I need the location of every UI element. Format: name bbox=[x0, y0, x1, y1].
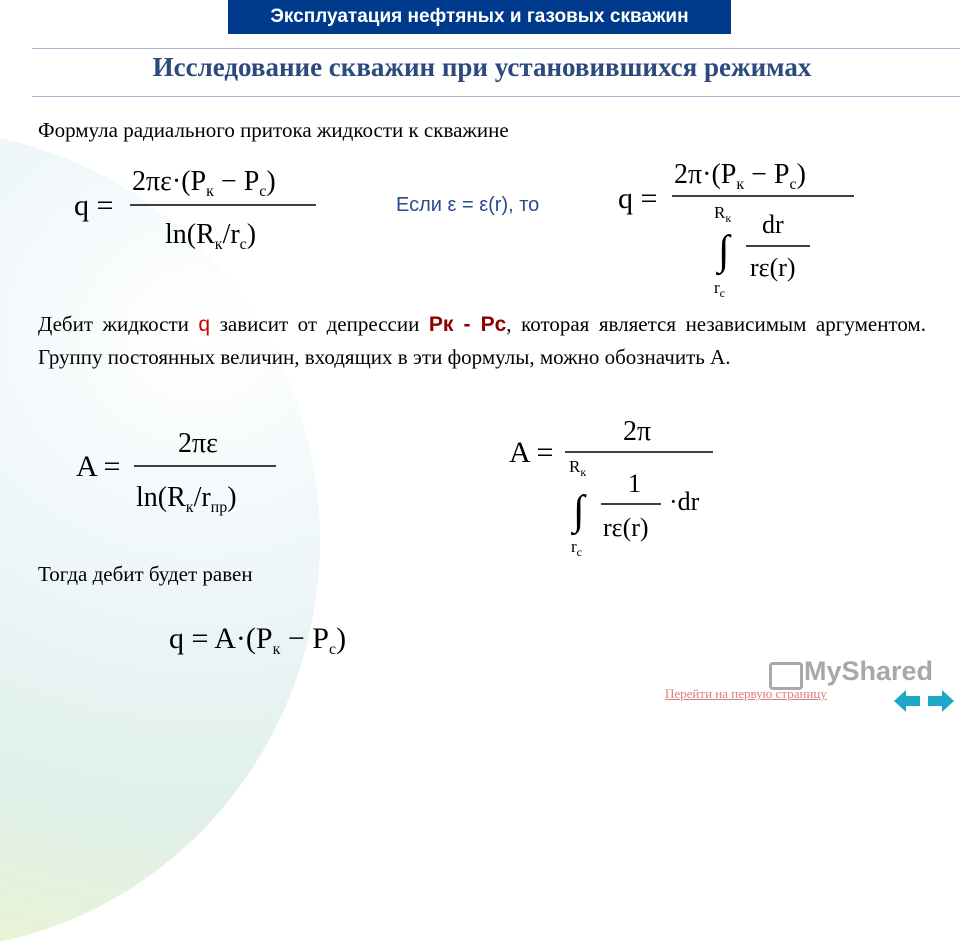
formula-flow-rate bbox=[165, 612, 405, 662]
conclusion-text: Тогда дебит будет равен bbox=[38, 562, 253, 586]
para-text-3: , которая является независимым аргументом. Группу постоянных величин, входящих в эти формулы, можно обозначить А. bbox=[38, 312, 926, 369]
formula-constant-a bbox=[70, 420, 300, 520]
header-bar bbox=[228, 0, 731, 34]
svg-text:∫: ∫ bbox=[718, 228, 730, 274]
flow-rate-symbol: q bbox=[198, 313, 211, 336]
bottom-divider bbox=[32, 96, 960, 97]
svg-text:2π·(Pк − Pс): $2\pi\cdot(P_к - P_с)$ bbox=[674, 159, 806, 193]
watermark-text: MyShared bbox=[804, 656, 934, 686]
svg-text:q =: q = bbox=[74, 189, 114, 222]
svg-text:·dr: ·dr bbox=[669, 487, 700, 516]
svg-text:Rк: $R_к$ bbox=[569, 457, 587, 479]
para-text-2: зависит от депрессии bbox=[210, 312, 429, 336]
svg-text:rε(r): rε(r) bbox=[750, 253, 796, 282]
svg-text:ln(Rк/rс): $\ln(R_к/r_с)$ bbox=[165, 219, 257, 253]
svg-text:∫: ∫ bbox=[573, 488, 585, 534]
page-title: Исследование скважин при установившихся режимах bbox=[152, 52, 812, 82]
depression-term: Рк - Рс bbox=[428, 313, 507, 336]
svg-text:2π: 2π bbox=[623, 416, 652, 447]
formula-variable-permeability bbox=[610, 150, 870, 300]
para-text-1: Дебит жидкости bbox=[38, 312, 199, 336]
header-title: Эксплуатация нефтяных и газовых скважин bbox=[270, 6, 689, 27]
svg-text:A =: A = bbox=[76, 450, 121, 483]
svg-text:dr: dr bbox=[762, 210, 784, 239]
forward-arrow-icon[interactable] bbox=[924, 686, 956, 716]
formula-constant-a-integral bbox=[505, 412, 725, 562]
svg-text:q =: q = bbox=[618, 182, 658, 215]
description-paragraph bbox=[38, 308, 926, 373]
first-page-link[interactable]: Перейти на первую страницу bbox=[665, 686, 827, 701]
back-arrow-icon[interactable] bbox=[892, 686, 924, 716]
condition-text: Если ε = ε(r), то bbox=[396, 194, 540, 216]
svg-text:2πε: 2πε bbox=[178, 428, 218, 459]
svg-text:A =: A = bbox=[509, 436, 554, 469]
svg-text:Rк: $R_к$ bbox=[714, 203, 732, 225]
svg-text:1: 1 bbox=[628, 469, 641, 498]
svg-text:q = A·(Pк − Pс): $q = A\cdot(P_к - P_с)$ bbox=[169, 622, 347, 658]
svg-text:rс: $r_с$ bbox=[571, 537, 582, 559]
svg-text:2πε·(Pк − Pс): $2\pi\varepsilon\cdot(P_к - P_с)$ bbox=[132, 166, 276, 200]
top-divider bbox=[32, 48, 960, 49]
svg-text:ln(Rк/rпр): $\ln(R_к/r_{пр})$ bbox=[136, 482, 237, 516]
svg-text:rε(r): rε(r) bbox=[603, 513, 649, 542]
svg-text:rс: $r_с$ bbox=[714, 278, 725, 300]
formula-radial-inflow bbox=[70, 160, 330, 255]
intro-text: Формула радиального притока жидкости к скважине bbox=[38, 118, 509, 142]
